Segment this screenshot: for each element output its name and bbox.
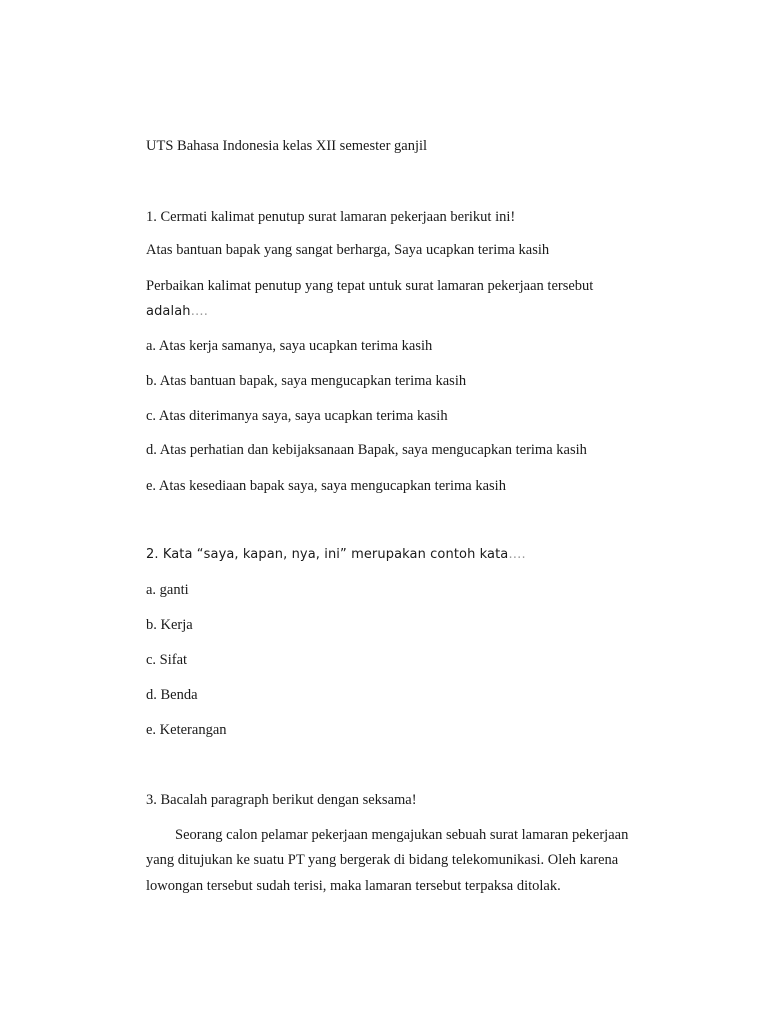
question-2-option-d: d. Benda [146,687,198,703]
question-1-option-e: e. Atas kesediaan bapak saya, saya mengucapkan terima kasih [146,478,506,494]
question-2-prompt-text: 2. Kata “saya, kapan, nya, ini” merupakan contoh kata [146,547,509,562]
question-2-ellipsis: …. [508,547,526,562]
question-2-option-b: b. Kerja [146,617,193,633]
question-3-paragraph-line-3: lowongan tersebut sudah terisi, maka lamaran tersebut terpaksa ditolak. [146,878,561,894]
question-2-option-a: a. ganti [146,582,189,598]
question-1-option-b: b. Atas bantuan bapak, saya mengucapkan terima kasih [146,373,467,389]
question-3-prompt: 3. Bacalah paragraph berikut dengan seksama! [146,792,417,808]
question-1-option-a: a. Atas kerja samanya, saya ucapkan terima kasih [146,338,433,354]
question-1-option-c: c. Atas diterimanya saya, saya ucapkan terima kasih [146,408,448,424]
question-3-paragraph-line-1: Seorang calon pelamar pekerjaan mengajukan sebuah surat lamaran pekerjaan [175,827,629,843]
question-2-option-c: c. Sifat [146,652,188,668]
question-2-prompt [146,548,526,561]
question-1-text-line-2 [146,305,208,318]
question-3-paragraph-line-2: yang ditujukan ke suatu PT yang bergerak di bidang telekomunikasi. Oleh karena [146,852,619,868]
question-1-text-line-2-word: adalah [146,304,191,319]
document-title: UTS Bahasa Indonesia kelas XII semester ganjil [146,138,428,154]
question-1-ellipsis: …. [190,304,208,319]
question-2-option-e: e. Keterangan [146,722,227,738]
question-1-text-line-1: Perbaikan kalimat penutup yang tepat untuk surat lamaran pekerjaan tersebut [146,278,594,294]
question-1-prompt: 1. Cermati kalimat penutup surat lamaran pekerjaan berikut ini! [146,209,516,225]
question-1-option-d: d. Atas perhatian dan kebijaksanaan Bapak, saya mengucapkan terima kasih [146,442,587,458]
question-1-sentence: Atas bantuan bapak yang sangat berharga, Saya ucapkan terima kasih [146,242,550,258]
